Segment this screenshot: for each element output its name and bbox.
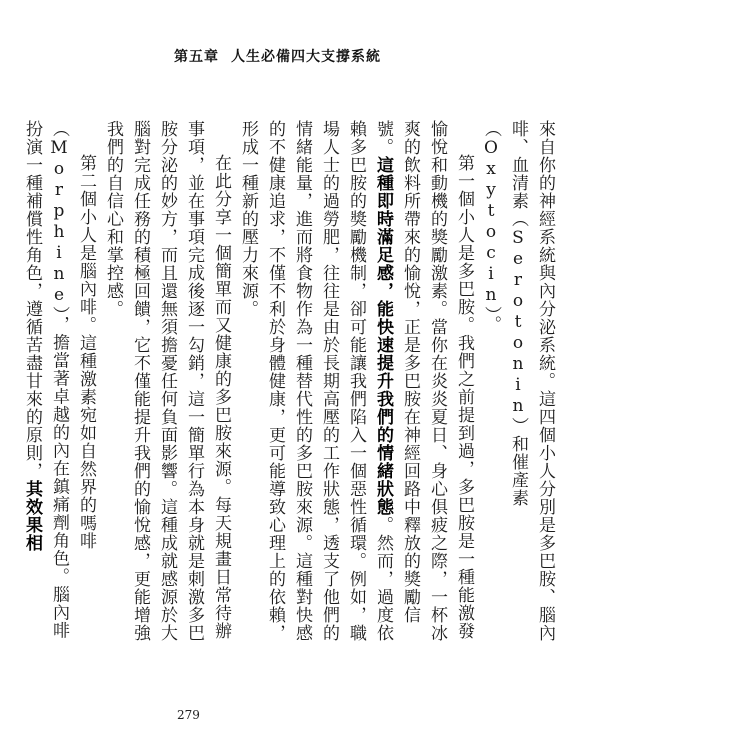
paragraph-3: 在此分享一個簡單而又健康的多巴胺來源。每天規畫日常待辦事項，並在事項完成後逐一勾銷，這一簡單行為本身就是刺激多巴胺分泌的妙方，而且還無須擔憂任何負面影響。這種成就感源於大腦對完成任務的積極回饋，它不僅能提升我們的愉悅感，更能增強我們的自信心和掌控感。 — [103, 120, 231, 642]
paragraph-4 — [18, 120, 99, 648]
paragraph-2 — [234, 120, 477, 648]
vertical-body-text — [22, 120, 558, 648]
paragraph-2-text-a: 第一個小人是多巴胺。我們之前提到過，多巴胺是一種能激發愉悅和動機的獎勵激素。當你在炎炎夏日、身心俱疲之際，一杯冰爽的飲料所帶來的愉悅，正是多巴胺在神經回路中釋放的獎勵信號。 — [373, 120, 474, 642]
paragraph-4-emphasis: 其效果相 — [22, 480, 42, 552]
paragraph-1: 來自你的神經系統與內分泌系統。這四個小人分別是多巴胺、腦內啡、血清素（Serotonin）和催產素（Oxytocin）。 — [481, 120, 555, 642]
paragraph-4-text-a: 第二個小人是腦內啡。這種激素宛如自然界的嗎啡（Morphine），擔當著卓越的內在鎮痛劑角色。腦內啡扮演一種補償性角色，遵循苦盡甘來的原則， — [22, 120, 96, 640]
chapter-title: 人生必備四大支撐系統 — [231, 49, 381, 65]
paragraph-2-text-c: 。然而，過度依賴多巴胺的獎勵機制，卻可能讓我們陷入一個惡性循環。例如，職場人士的過勞肥，往往是由於長期高壓的工作狀態，透支了他們的情緒能量，進而將食物作為一種替代性的多巴胺來源。這種對快感的不健康追求，不僅不利於身體健康，更可能導致心理上的依賴，形成一種新的壓力來源。 — [238, 120, 393, 642]
page-number: 279 — [177, 708, 200, 722]
paragraph-2-emphasis: 這種即時滿足感，能快速提升我們的情緒狀態 — [373, 156, 393, 516]
chapter-number: 第五章 — [174, 49, 219, 65]
chapter-heading — [174, 46, 381, 66]
